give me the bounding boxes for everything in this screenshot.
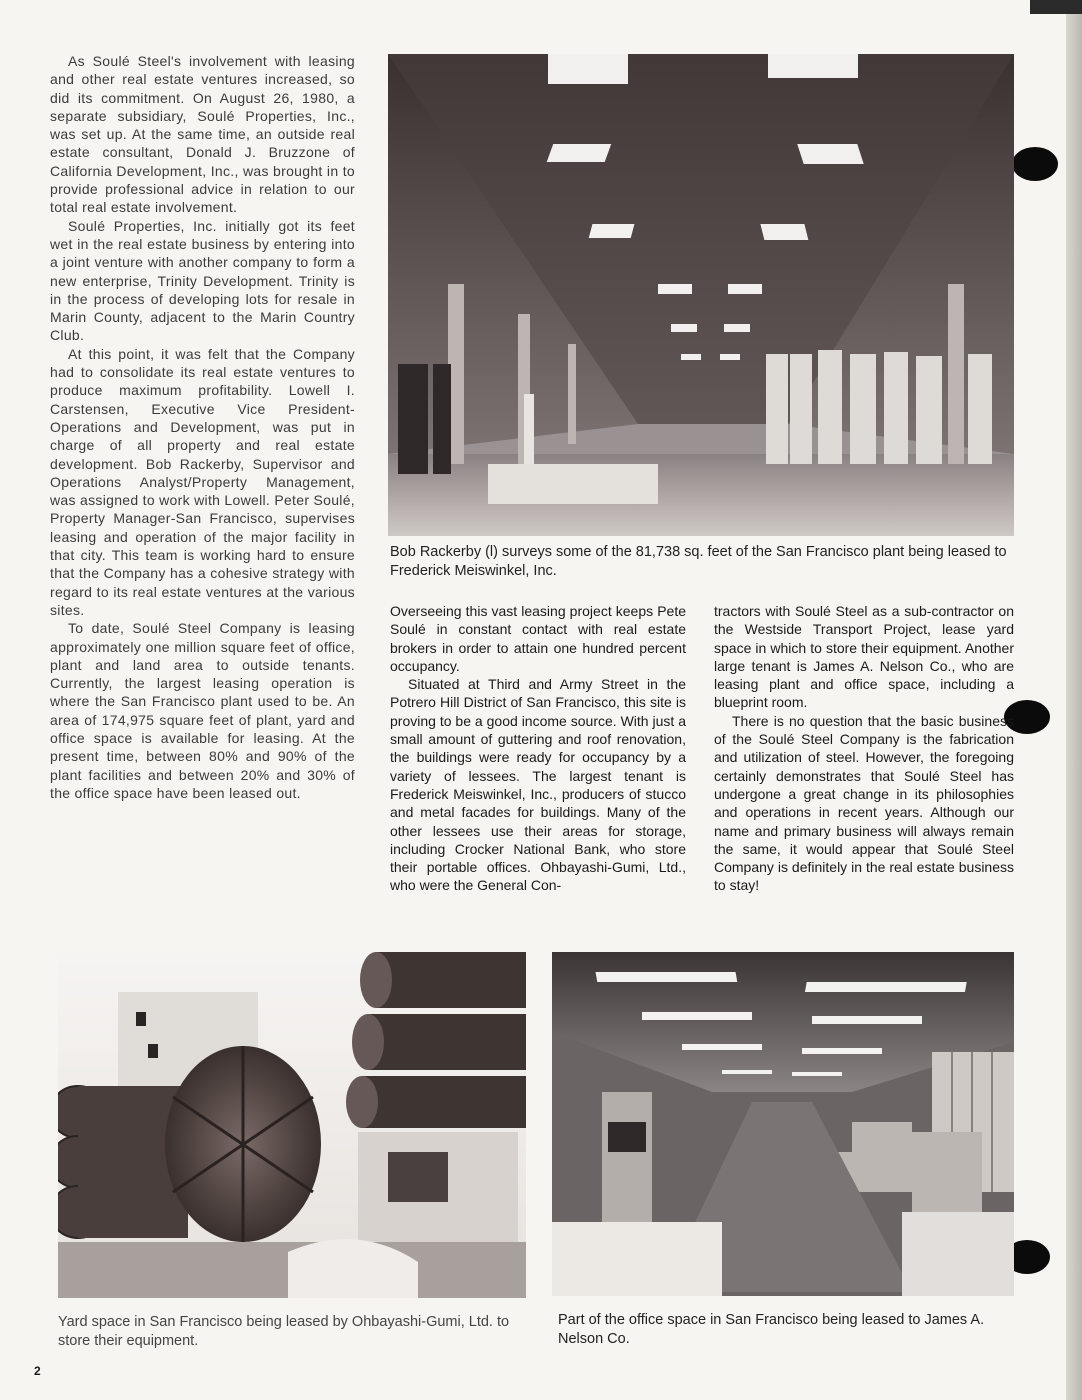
paragraph: tractors with Soulé Steel as a sub-contractor on the Westside Transport Project, lease yard space in which to store their equipment. Another large tenant is James A. Nelson Co., who are leasing plant and office space, including a blueprint room.: [714, 603, 1014, 711]
paragraph: As Soulé Steel's involvement with leasing and other real estate ventures increased, so did its commitment. On August 26, 1980, a separate subsidiary, Soulé Properties, Inc., was set up. At the same time, an outside real estate consultant, Donald J. Bruzzone of California Development, Inc., was brought in to provide professional advice in relation to our total real estate involvement.: [50, 53, 355, 216]
article-column-2: [390, 602, 686, 895]
yard-photo: [58, 952, 526, 1298]
yard-caption: Yard space in San Francisco being leased by Ohbayashi-Gumi, Ltd. to store their equipment.: [58, 1314, 510, 1349]
binder-hole: [1012, 147, 1058, 181]
paragraph: Overseeing this vast leasing project keeps Pete Soulé in constant contact with real estate brokers in order to attain one hundred percent occupancy.: [390, 603, 686, 674]
scan-corner-shadow: [1030, 0, 1082, 14]
paragraph: Situated at Third and Army Street in the Potrero Hill District of San Francisco, this site is proving to be a good income source. With just a small amount of guttering and roof renovation, the buildings were ready for occupancy by a variety of lessees. The largest tenant is Frederick Meiswinkel, Inc., producers of stucco and metal facades for buildings. Many of the other lessees use their areas for storage, including Crocker National Bank, who store their portable offices. Ohbayashi-Gumi, Ltd., who were the General Con-: [390, 676, 686, 894]
office-caption: Part of the office space in San Francisco being leased to James A. Nelson Co.: [558, 1312, 985, 1347]
paragraph: To date, Soulé Steel Company is leasing approximately one million square feet of office, plant and land area to outside tenants. Currently, the largest leasing operation is where the San Francisco plant used to be. An area of 174,975 square feet of plant, yard and office space is available for leasing. At the present time, between 80% and 90% of the plant facilities and between 20% and 30% of the office space have been leased out.: [50, 620, 355, 801]
paragraph: There is no question that the basic business of the Soulé Steel Company is the fabrication and utilization of steel. However, the foregoing certainly demonstrates that Soulé Steel has undergone a great change in its philosophies and operations in recent years. Although our name and primary business will always remain the same, it would appear that Soulé Steel Company is definitely in the real estate business to stay!: [714, 712, 1014, 894]
article-column-1: [50, 52, 355, 802]
paragraph: Soulé Properties, Inc. initially got its feet wet in the real estate business by entering into a joint venture with another company to form a new enterprise, Trinity Development. Trinity is in the process of developing lots for resale in Marin County, adjacent to the Marin Country Club.: [50, 217, 355, 344]
paragraph: At this point, it was felt that the Company had to consolidate its real estate ventures to produce maximum profitability. Lowell I. Carstensen, Executive Vice President-Operations and Development, was put in charge of all property and real estate development. Bob Rackerby, Supervisor and Operations Analyst/Property Management, was assigned to work with Lowell. Peter Soulé, Property Manager-San Francisco, supervises leasing and operation of the major facility in that city. This team is working hard to ensure that the Company has a cohesive strategy with regard to its real estate ventures at the various sites.: [50, 345, 355, 618]
warehouse-photo: [388, 54, 1014, 536]
office-photo: [552, 952, 1014, 1296]
page-edge: [1066, 0, 1082, 1400]
page-number: 2: [34, 1364, 41, 1378]
article-column-3: [714, 602, 1014, 895]
warehouse-caption: Bob Rackerby (l) surveys some of the 81,738 sq. feet of the San Francisco plant being leased to Frederick Meiswinkel, Inc.: [390, 544, 1007, 579]
